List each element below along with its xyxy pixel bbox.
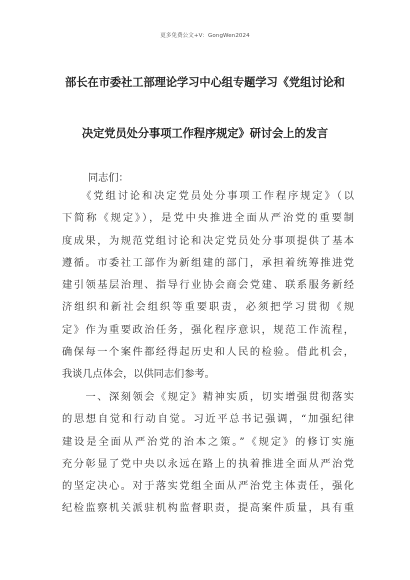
paragraph-line: 建设是全面从严治党的治本之策。”《规定》的修订实施 [62,436,354,448]
paragraph-line: 济组织和新社会组织等重要职责，必须把学习贯彻《规 [62,302,354,314]
paragraph-line: 定》作为重要政治任务，强化程序意识，规范工作流程， [62,324,354,336]
document-title-line-1: 部长在市委社工部理论学习中心组专题学习《党组讨论和 [65,76,345,89]
header-note: 更多免费公文+V：GongWen2024 [160,33,250,39]
paragraph-line: 充分彰显了党中央以永远在路上的执着推进全面从严治党 [62,458,354,470]
salutation: 同志们： [88,173,129,184]
paragraph-line: 建引领基层治理、指导行业协会商会党建、联系服务新经 [62,280,354,292]
paragraph-2 [62,387,354,521]
paragraph-line: 下简称《规定》），是党中央推进全面从严治党的重要制 [62,213,354,225]
paragraph-line: 度成果，为规范党组讨论和决定党员处分事项提供了基本 [62,235,354,247]
paragraph-line: 确保每一个案件都经得起历史和人民的检验。借此机会， [62,347,354,359]
paragraph-line: 遵循。市委社工部作为新组建的部门，承担着统筹推进党 [62,257,354,269]
paragraph-line: 我谈几点体会，以供同志们参考。 [62,369,215,381]
paragraph-line: 的思想自觉和行动自觉。习近平总书记强调，“加强纪律 [62,414,354,426]
document-title-line-2: 决定党员处分事项工作程序规定》研讨会上的发言 [81,127,329,140]
paragraph-line: 纪检监察机关派驻机构监督职责，提高案件质量，具有重 [62,503,354,515]
paragraph-line: 的坚定决心。对于落实党组全面从严治党主体责任，强化 [62,481,354,493]
paragraph-line: 《党组讨论和决定党员处分事项工作程序规定》（以 [62,191,354,202]
paragraph-1 [62,186,354,387]
paragraph-line: 一、深刻领会《规定》精神实质，切实增强贯彻落实 [62,392,354,403]
